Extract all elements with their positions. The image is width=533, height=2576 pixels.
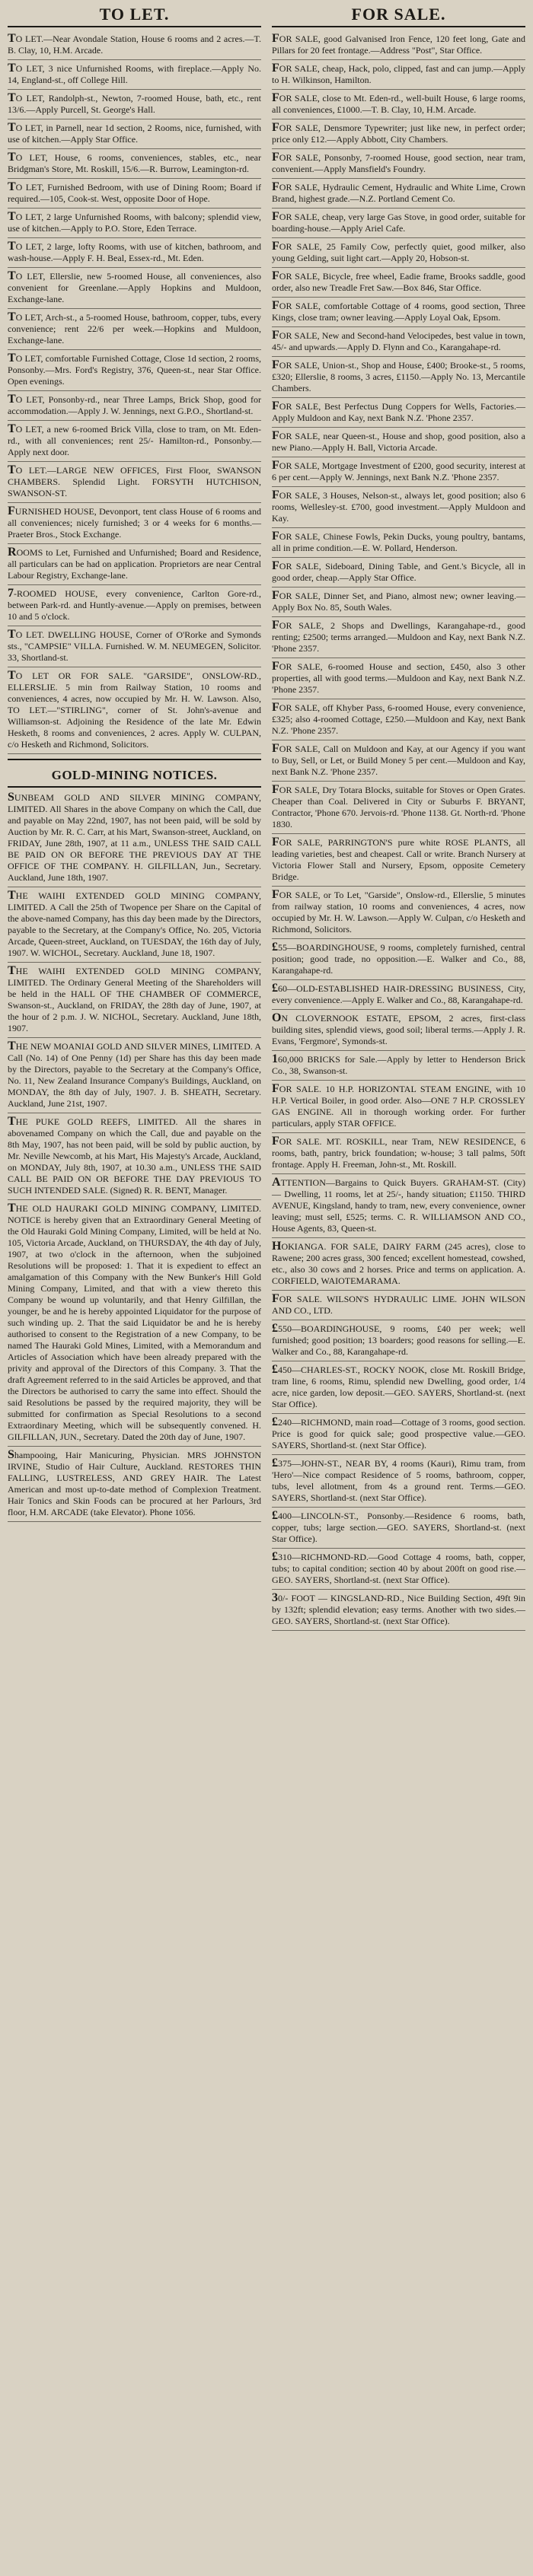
classified-ad: TO LET, Furnished Bedroom, with use of Dining Room; Board if required.—105, Cook-st. West, opposite Door of Hope. bbox=[8, 179, 261, 209]
classified-ad: TO LET, Arch-st., a 5-roomed House, bathroom, copper, tubs, every convenience; rent 22/6 per week.—Hopkins and Muldoon, Exchange-lane. bbox=[8, 309, 261, 350]
classified-ad: FOR SALE. 10 H.P. HORIZONTAL STEAM ENGINE, with 10 H.P. Vertical Boiler, in good order. Also—ONE 7 H.P. CROSSLEY GAS ENGINE. All in thorough working order. For further particulars, apply STAR OFFICE. bbox=[272, 1081, 525, 1133]
classified-ad: ATTENTION—Bargains to Quick Buyers. GRAHAM-ST. (City) — Dwelling, 11 rooms, let at 25/-, handy situation; £1150. THIRD AVENUE, Kingsland, handy to tram, new, every convenience, owner leaving; must sell, £525; terms. C. R. WILLIAMSON AND CO., House Agents, 83, Queen-st. bbox=[272, 1174, 525, 1238]
left-column bbox=[8, 5, 261, 2576]
classified-ad: £400—LINCOLN-ST., Ponsonby.—Residence 6 rooms, bath, copper, tubs; large section.—GEO. SAYERS, Shortland-st. (next Star Office). bbox=[272, 1508, 525, 1549]
right-column bbox=[272, 5, 528, 2576]
for-sale-ads bbox=[272, 30, 528, 1631]
classified-ad: THE WAIHI EXTENDED GOLD MINING COMPANY, LIMITED. The Ordinary General Meeting of the Shareholders will be held in the HALL OF THE CHAMBER OF COMMERCE, Swanson-st., Auckland, on FRIDAY, the 28th day of June, 1907, at the hour of 2 p.m. J. W. NICHOL, Secretary. Auckland, June 18th, 1907. bbox=[8, 963, 261, 1038]
classified-ad: FOR SALE. MT. ROSKILL, near Tram, NEW RESIDENCE, 6 rooms, bath, pantry, brick foundation; w-house; 3 tall palms, 50ft frontage. Apply H. Freeman, John-st., Mt. Roskill. bbox=[272, 1133, 525, 1174]
classified-ad: TO LET, 3 nice Unfurnished Rooms, with fireplace.—Apply No. 14, England-st., off College Hill. bbox=[8, 60, 261, 90]
classified-ad: THE WAIHI EXTENDED GOLD MINING COMPANY, LIMITED. A Call the 25th of Twopence per Share on the Capital of the above-named Company, has this day been made by the Directors, payable to the Secretary, at the Company's Office, No. 205, Victoria Arcade, Queen-street, Auckland, on TUESDAY, the 16th day of July, 1907. W. WICHOL, Secretary. Auckland, June 18, 1907. bbox=[8, 887, 261, 963]
classified-ad: FOR SALE, close to Mt. Eden-rd., well-built House, 6 large rooms, all conveniences, £1000.—T. B. Clay, 10, H.M. Arcade. bbox=[272, 90, 525, 119]
classified-ad: £375—JOHN-ST., NEAR BY, 4 rooms (Kauri), Rimu tram, from 'Hero'—Nice compact Residence of 5 rooms, bathroom, copper, tubs, level allotment, from 4s a ground rent. Terms.—GEO. SAYERS, Shortland-st. (next Star Office). bbox=[272, 1455, 525, 1508]
classified-ad: FOR SALE, Hydraulic Cement, Hydraulic and White Lime, Crown Brand, highest grade.—N.Z. Portland Cement Co. bbox=[272, 179, 525, 209]
gold-mining-heading: GOLD-MINING NOTICES. bbox=[8, 759, 261, 788]
classified-ad: TO LET, Randolph-st., Newton, 7-roomed House, bath, etc., rent 13/6.—Apply Purcell, St. George's Hall. bbox=[8, 90, 261, 119]
classified-ad: TO LET, comfortable Furnished Cottage, Close 1d section, 2 rooms, Ponsonby.—Mrs. Ford's Registry, 376, Queen-st., near Star Office. Open evenings. bbox=[8, 350, 261, 391]
classified-ad: £240—RICHMOND, main road—Cottage of 3 rooms, good section. Price is good for quick sale; good prospective value.—GEO. SAYERS, Shortland-st. (next Star Office). bbox=[272, 1414, 525, 1455]
classified-ad: FOR SALE, Dry Totara Blocks, suitable for Stoves or Open Grates. Cheaper than Coal. Delivered in City or Suburbs F. BRYANT, Contractor, 'Phone 670. Jervois-rd. 'Phone 1138. Gt. North-rd. 'Phone 1830. bbox=[272, 782, 525, 834]
classified-ad: TO LET, House, 6 rooms, conveniences, stables, etc., near Bridgman's Store, Mt. Roskill, 15/6.—R. Burrow, Leamington-rd. bbox=[8, 149, 261, 179]
classified-ad: 160,000 BRICKS for Sale.—Apply by letter to Henderson Brick Co., 38, Swanson-st. bbox=[272, 1051, 525, 1081]
classified-ad: FOR SALE, New and Second-hand Velocipedes, best value in town, 45/- and upwards.—Apply D. Flynn and Co., Karangahape-rd. bbox=[272, 327, 525, 357]
classified-ad: FOR SALE, 25 Family Cow, perfectly quiet, good milker, also young Gelding, suit light cart.—Apply 20, Hobson-st. bbox=[272, 238, 525, 268]
classified-ad: FOR SALE, Ponsonby, 7-roomed House, good section, near tram, convenient.—Apply Mansfield's Foundry. bbox=[272, 149, 525, 179]
classified-ad: TO LET OR FOR SALE. "GARSIDE", ONSLOW-RD., ELLERSLIE. 5 min from Railway Station, 10 rooms and conveniences, 4 acres, now occupied by Mr. H. W. Lawson. Also, TO LET.—"STIRLING", corner of St. John's-avenue and Williamson-st. Adjoining the Residence of the late Mr. Edwin Hesketh, 8 rooms and conveniences, 2 acres. Apply W. CULPAN, c/o Hesketh and Richmond, Solicitors. bbox=[8, 667, 261, 754]
classified-ad: THE NEW MOANIAI GOLD AND SILVER MINES, LIMITED. A Call (No. 14) of One Penny (1d) per Share has this day been made by the Directors, payable to the Secretary at the Company's Office, No. 11, New Zealand Insurance Company's Buildings, Auckland, on MONDAY, the 8th day of July, 1907. J. B. SHEATH, Secretary. Auckland, June 21st, 1907. bbox=[8, 1038, 261, 1113]
classified-ad: FOR SALE, Dinner Set, and Piano, almost new; owner leaving.—Apply Box No. 85, South Wales. bbox=[272, 587, 525, 617]
misc-ads bbox=[8, 1447, 261, 1522]
classified-ad: FURNISHED HOUSE, Devonport, tent class House of 6 rooms and all conveniences; nicely furnished; 3 or 4 weeks for 6 months.—Praeter Bros., Stock Exchange. bbox=[8, 503, 261, 544]
classified-ad: £310—RICHMOND-RD.—Good Cottage 4 rooms, bath, copper, tubs; to capital condition; section 40 by about 200ft on good rise.—GEO. SAYERS, Shortland-st. (next Star Office). bbox=[272, 1549, 525, 1590]
classified-ad: £60—OLD-ESTABLISHED HAIR-DRESSING BUSINESS, City, every convenience.—Apply E. Walker and Co., 88, Karangahape-rd. bbox=[272, 980, 525, 1010]
classified-ad: £450—CHARLES-ST., ROCKY NOOK, close Mt. Roskill Bridge, tram line, 6 rooms, Rimu, splendid new Dwelling, good order, 1/4 acre, nice garden, low deposit.—GEO. SAYERS, Shortland-st. (next Star Office). bbox=[272, 1361, 525, 1414]
classified-ad: TO LET, 2 large, lofty Rooms, with use of kitchen, bathroom, and wash-house.—Apply F. H. Beal, Essex-rd., Mt. Eden. bbox=[8, 238, 261, 268]
classified-ad: ON CLOVERNOOK ESTATE, EPSOM, 2 acres, first-class building sites, splendid views, good soil; liberal terms.—Apply J. R. Evans, 'Fergmore', Symonds-st. bbox=[272, 1010, 525, 1051]
classified-ad: THE OLD HAURAKI GOLD MINING COMPANY, LIMITED. NOTICE is hereby given that an Extraordinary General Meeting of the Old Hauraki Gold Mining Company, Limited, will be held at No. 105, Victoria Arcade, Auckland, on THURSDAY, the 4th day of July, 1907, at two o'clock in the afternoon, when the subjoined Resolutions will be proposed: 1. That it is expedient to effect an amalgamation of this Company with the New Bunker's Hill Gold Mining Company, Limited, and that with a view thereto this Company be wound up voluntarily, and that Henry Gilfillan, the younger, be and he is hereby appointed Liquidator for the purpose of such winding up. 2. That the said Liquidator be and he is hereby authorised to consent to the Registration of a new Company, to be named The Hauraki Gold Mines, Limited, with a Memorandum and Articles of Association which have been already prepared with the privity and approval of the Directors of this Company. 3. That the draft Agreement referred to in the said Articles be approved, and that the Directors be authorised to carry the same into effect. Should the said Resolutions be passed by the required majority, they will be submitted for confirmation as Special Resolutions to a second Extraordinary Meeting, which will be subsequently convened. H. GILFILLAN, JUN., Secretary. Dated the 20th day of June, 1907. bbox=[8, 1200, 261, 1447]
classified-ad: FOR SALE, Best Perfectus Dung Coppers for Wells, Factories.—Apply Muldoon and Kay, next Bank N.Z. 'Phone 2357. bbox=[272, 398, 525, 428]
to-let-ads bbox=[8, 30, 261, 754]
classified-ad: FOR SALE, comfortable Cottage of 4 rooms, good section, Three Kings, close tram; owner leaving.—Apply Loyal Oak, Epsom. bbox=[272, 298, 525, 327]
classified-ad: FOR SALE, near Queen-st., House and shop, good position, also a new Piano.—Apply H. Ball, Victoria Arcade. bbox=[272, 428, 525, 457]
classified-ad: TO LET.—LARGE NEW OFFICES, First Floor, SWANSON CHAMBERS. Splendid Light. FORSYTH HUTCHISON, SWANSON-ST. bbox=[8, 462, 261, 503]
classified-ad: FOR SALE, Densmore Typewriter; just like new, in perfect order; price only £12.—Apply Abbott, City Chambers. bbox=[272, 119, 525, 149]
classified-ad: FOR SALE, 6-roomed House and section, £450, also 3 other properties, all with good terms.—Muldoon and Kay, next Bank N.Z. 'Phone 2357. bbox=[272, 658, 525, 699]
classified-ad: FOR SALE, PARRINGTON'S pure white ROSE PLANTS, all leading varieties, best and cheapest. Call or write. Branch Nursery at Victoria Flower Stall and Nursery, Epsom, opposite Cemetery Bridge. bbox=[272, 834, 525, 887]
classified-ad: FOR SALE, good Galvanised Iron Fence, 120 feet long, Gate and Pillars for 20 feet frontage.—Address "Post", Star Office. bbox=[272, 30, 525, 60]
classified-ad: FOR SALE, Chinese Fowls, Pekin Ducks, young poultry, bantams, all in prime condition.—E. W. Pollard, Henderson. bbox=[272, 528, 525, 558]
classified-ad: 30/- FOOT — KINGSLAND-RD., Nice Building Section, 49ft 9in by 132ft; splendid elevation; easy terms. Another with two sides.—GEO. SAYERS, Shortland-st. (next Star Office). bbox=[272, 1590, 525, 1631]
gold-mining-ads bbox=[8, 789, 261, 1447]
classified-ad: FOR SALE, Union-st., Shop and House, £400; Brooke-st., 5 rooms, £320; Ellerslie, 8 rooms, 3 acres, £1150.—Apply No. 13, Mercantile Chambers. bbox=[272, 357, 525, 398]
classified-ad: FOR SALE, Sideboard, Dining Table, and Gent.'s Bicycle, all in good order, cheap.—Apply Star Office. bbox=[272, 558, 525, 587]
classified-ad: FOR SALE, Bicycle, free wheel, Eadie frame, Brooks saddle, good order, also new Treadle Fret Saw.—Box 846, Star Office. bbox=[272, 268, 525, 298]
classified-ad: Shampooing, Hair Manicuring, Physician. MRS JOHNSTON IRVINE, Studio of Hair Culture, Auckland. RESTORES THIN FALLING, LUSTRELESS, AND GREY HAIR. The Latest American and most up-to-date method of Complexion Treatment. Hair Tonics and Skin Foods can be procured at her Parlours, 3rd floor, H.M. ARCADE (take Elevator). Phone 1056. bbox=[8, 1447, 261, 1522]
classified-ad: FOR SALE, or To Let, "Garside", Onslow-rd., Ellerslie, 5 minutes from railway station, 10 rooms and conveniences, 4 acres, now occupied by Mr. H. W. Lawson.—Apply W. Culpan, c/o Hesketh and Richmond, Solicitors. bbox=[272, 887, 525, 939]
classified-ad: £55—BOARDINGHOUSE, 9 rooms, completely furnished, central position; good trade, no opposition.—E. Walker and Co., 88, Karangahape-rd. bbox=[272, 939, 525, 980]
classified-ad: TO LET, Ellerslie, new 5-roomed House, all conveniences, also convenient for Greenlane.—Apply Hopkins and Muldoon, Exchange-lane. bbox=[8, 268, 261, 309]
classified-ad: 7-ROOMED HOUSE, every convenience, Carlton Gore-rd., between Park-rd. and Huntly-avenue.—Apply on premises, between 10 and 5 o'clock. bbox=[8, 585, 261, 626]
classified-ad: TO LET, Ponsonby-rd., near Three Lamps, Brick Shop, good for accommodation.—Apply J. W. Jennings, next G.P.O., Shortland-st. bbox=[8, 391, 261, 421]
classified-ad: TO LET, in Parnell, near 1d section, 2 Rooms, nice, furnished, with use of kitchen.—Apply Star Office. bbox=[8, 119, 261, 149]
classified-ad: TO LET. DWELLING HOUSE, Corner of O'Rorke and Symonds sts., "CAMPSIE" VILLA. Furnished. W. M. NEUMEGEN, Solicitor. 33, Shortland-st. bbox=[8, 626, 261, 667]
classified-ad: FOR SALE. WILSON'S HYDRAULIC LIME. JOHN WILSON AND CO., LTD. bbox=[272, 1291, 525, 1320]
classified-ad: FOR SALE, Mortgage Investment of £200, good security, interest at 6 per cent.—Apply W. Jennings, next Bank N.Z. 'Phone 2357. bbox=[272, 457, 525, 487]
classified-ad: HOKIANGA. FOR SALE, DAIRY FARM (245 acres), close to Rawene; 200 acres grass, 300 fenced; excellent homestead, cowshed, etc., also 30 cows and 2 horses. Price and terms on application. A. CORFIELD, WAIOTEMARAMA. bbox=[272, 1238, 525, 1291]
classified-ad: THE PUKE GOLD REEFS, LIMITED. All the shares in abovenamed Company on which the Call, due and payable on the 8th May, 1907, has not been paid, will be sold by public auction, by Mr. Neville Newcomb, at his Mart, His Majesty's Arcade, Auckland, on MONDAY, July 8th, 1907, at 10.30 a.m., UNLESS THE SAID CALL BE PAID ON OR BEFORE THE DAY PREVIOUS TO SUCH INTENDED SALE. (Signed) R. R. BENT, Manager. bbox=[8, 1113, 261, 1200]
to-let-heading: TO LET. bbox=[8, 5, 261, 27]
classified-ad: £550—BOARDINGHOUSE, 9 rooms, £40 per week; well furnished; good position; 13 boarders; good reasons for selling.—E. Walker and Co., 88, Karangahape-rd. bbox=[272, 1320, 525, 1361]
classified-ad: ROOMS to Let, Furnished and Unfurnished; Board and Residence, all particulars can be had on application. Proprietors are near Central Labour Registry, Exchange-lane. bbox=[8, 544, 261, 585]
for-sale-heading: FOR SALE. bbox=[272, 5, 525, 27]
classified-ad: SUNBEAM GOLD AND SILVER MINING COMPANY, LIMITED. All Shares in the above Company on which the Call, due and payable on May 22nd, 1907, has not been paid, will be sold by Auction by Mr. R. C. Carr, at his Mart, Swanson-street, Auckland, on FRIDAY, June 28th, 1907, at 11 a.m., UNLESS THE SAID CALL BE PAID ON OR BEFORE THE PREVIOUS DAY AT THE OFFICE OF THE COMPANY. H. GILFILLAN, Jun., Secretary. Auckland, June 18th, 1907. bbox=[8, 789, 261, 887]
classified-ad: FOR SALE, cheap, Hack, polo, clipped, fast and can jump.—Apply to H. Wilkinson, Hamilton. bbox=[272, 60, 525, 90]
classified-ad: TO LET, 2 large Unfurnished Rooms, with balcony; splendid view, use of kitchen.—Apply to P.O. Store, Eden Terrace. bbox=[8, 209, 261, 238]
classified-ad: TO LET, a new 6-roomed Brick Villa, close to tram, on Mt. Eden-rd., with all conveniences; rent 25/- Hamilton-rd., Ponsonby.—Apply next door. bbox=[8, 421, 261, 462]
classified-ad: FOR SALE, 3 Houses, Nelson-st., always let, good position; also 6 rooms, Wellesley-st. £700, good investment.—Apply Muldoon and Kay. bbox=[272, 487, 525, 528]
classified-ad: FOR SALE, cheap, very large Gas Stove, in good order, suitable for boarding-house.—Apply Ariel Cafe. bbox=[272, 209, 525, 238]
classified-ad: TO LET.—Near Avondale Station, House 6 rooms and 2 acres.—T. B. Clay, 10, H.M. Arcade. bbox=[8, 30, 261, 60]
classified-ad: FOR SALE, 2 Shops and Dwellings, Karangahape-rd., good renting; £2500; terms arranged.—Muldoon and Kay, next Bank N.Z. 'Phone 2357. bbox=[272, 617, 525, 658]
classified-ad: FOR SALE, off Khyber Pass, 6-roomed House, every convenience, £325; also 4-roomed Cottage, £250.—Muldoon and Kay, next Bank N.Z. 'Phone 2357. bbox=[272, 699, 525, 740]
classified-ad: FOR SALE, Call on Muldoon and Kay, at our Agency if you want to Buy, Sell, or Let, or Build Money 5 per cent.—Muldoon and Kay, next Bank N.Z. 'Phone 2357. bbox=[272, 740, 525, 782]
